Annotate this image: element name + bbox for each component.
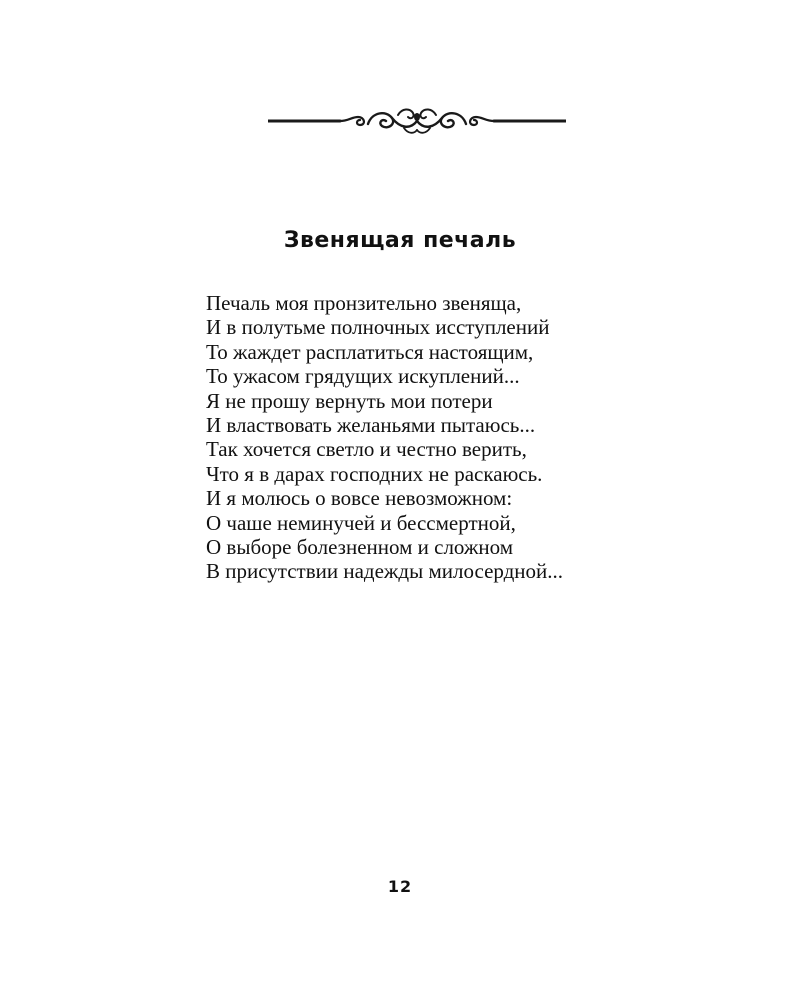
poem-line: Что я в дарах господних не раскаюсь.: [206, 461, 543, 486]
poem-line: То жаждет расплатиться настоящим,: [206, 339, 534, 364]
poem-line: Я не прошу вернуть мои потери: [206, 388, 493, 413]
poem-line: В присутствии надежды милосердной...: [206, 559, 564, 584]
poem-line: Так хочется светло и честно верить,: [206, 437, 527, 462]
poem-line: Печаль моя пронзительно звеняща,: [206, 291, 522, 315]
poem-body: [206, 291, 563, 584]
poem-line: И властвовать желаньями пытаюсь...: [206, 413, 536, 438]
poem-line: О чаше неминучей и бессмертной,: [206, 510, 516, 535]
poem-line: О выборе болезненном и сложном: [206, 535, 514, 560]
ornament-divider-icon: [268, 104, 566, 138]
poem-line: И в полутьме полночных исступлений: [206, 315, 550, 340]
poem-line: И я молюсь о вовсе невозможном:: [206, 486, 513, 511]
page-number: 12: [387, 877, 413, 896]
poem-title: Звенящая печаль: [283, 228, 517, 253]
poem-line: То ужасом грядущих искуплений...: [206, 364, 520, 389]
